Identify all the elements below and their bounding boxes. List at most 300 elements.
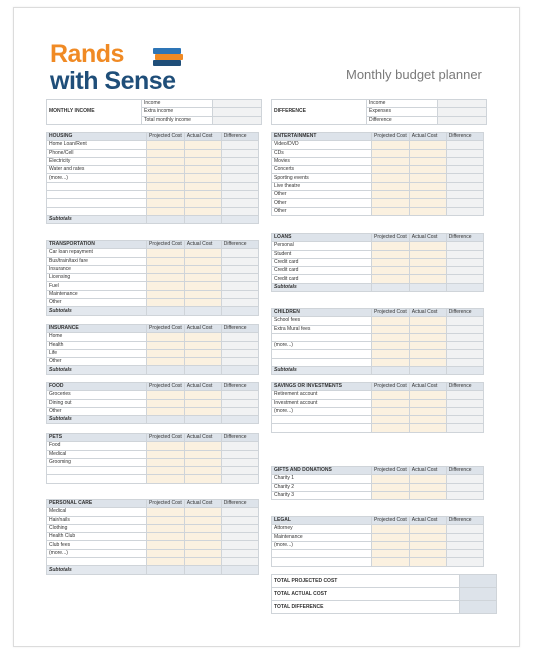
actual-cost-cell[interactable]	[184, 265, 221, 273]
actual-cost-cell[interactable]	[409, 191, 446, 199]
item-label: Other	[47, 358, 147, 366]
item-label: Charity 3	[272, 491, 372, 499]
projected-cost-cell[interactable]	[372, 182, 410, 190]
item-label: Video/DVD	[272, 141, 372, 149]
section-title: TRANSPORTATION	[47, 241, 147, 249]
actual-cost-cell[interactable]	[184, 391, 221, 399]
difference-value-cell[interactable]	[438, 116, 487, 124]
projected-cost-header: Projected Cost	[372, 467, 410, 475]
income-table	[46, 99, 262, 125]
item-label	[47, 182, 147, 190]
budget-section-loans	[271, 233, 484, 292]
projected-cost-cell[interactable]	[372, 550, 410, 558]
item-label: (more...)	[47, 549, 147, 557]
difference-cell	[446, 174, 483, 182]
actual-cost-cell[interactable]	[184, 475, 221, 483]
subtotal-label: Subtotals	[47, 416, 147, 424]
item-label: Medical	[47, 450, 147, 458]
actual-cost-header: Actual Cost	[409, 467, 446, 475]
projected-cost-header: Projected Cost	[147, 241, 185, 249]
difference-cell	[446, 416, 483, 424]
item-label: Movies	[272, 157, 372, 165]
total-actual-value[interactable]	[460, 588, 497, 601]
actual-cost-cell[interactable]	[184, 458, 221, 466]
actual-cost-cell[interactable]	[409, 491, 446, 499]
difference-cell	[221, 391, 258, 399]
projected-cost-cell[interactable]	[372, 275, 410, 283]
income-row-label: Total monthly income	[142, 116, 213, 124]
budget-section-insurance	[46, 324, 259, 375]
difference-cell	[221, 358, 258, 366]
projected-cost-cell[interactable]	[147, 516, 185, 524]
actual-cost-cell[interactable]	[409, 342, 446, 350]
projected-cost-cell[interactable]	[147, 174, 185, 182]
difference-cell	[221, 299, 258, 307]
difference-cell	[221, 524, 258, 532]
income-value-cell[interactable]	[213, 116, 262, 124]
actual-cost-cell[interactable]	[409, 358, 446, 366]
actual-cost-cell[interactable]	[184, 341, 221, 349]
item-label: Medical	[47, 508, 147, 516]
difference-cell	[221, 516, 258, 524]
projected-cost-cell[interactable]	[147, 467, 185, 475]
actual-cost-cell[interactable]	[184, 450, 221, 458]
actual-cost-cell[interactable]	[409, 558, 446, 566]
projected-cost-cell[interactable]	[372, 483, 410, 491]
projected-cost-cell[interactable]	[147, 458, 185, 466]
actual-cost-cell[interactable]	[409, 541, 446, 549]
difference-table	[271, 99, 487, 125]
item-label: (more...)	[47, 174, 147, 182]
actual-cost-cell[interactable]	[184, 191, 221, 199]
section-title: LOANS	[272, 234, 372, 242]
item-label	[272, 333, 372, 341]
subtotal-difference-cell	[221, 307, 258, 315]
subtotal-actual-cell	[409, 283, 446, 291]
actual-cost-header: Actual Cost	[409, 133, 446, 141]
total-projected-value[interactable]	[460, 575, 497, 588]
difference-header: Difference	[446, 133, 483, 141]
projected-cost-cell[interactable]	[147, 341, 185, 349]
section-title: PERSONAL CARE	[47, 500, 147, 508]
projected-cost-cell[interactable]	[147, 533, 185, 541]
total-actual-label: TOTAL ACTUAL COST	[272, 588, 460, 601]
difference-cell	[221, 533, 258, 541]
projected-cost-cell[interactable]	[372, 558, 410, 566]
total-difference-value[interactable]	[460, 601, 497, 614]
projected-cost-cell[interactable]	[147, 333, 185, 341]
logo	[48, 38, 208, 100]
actual-cost-cell[interactable]	[409, 174, 446, 182]
projected-cost-cell[interactable]	[147, 299, 185, 307]
actual-cost-cell[interactable]	[184, 399, 221, 407]
actual-cost-cell[interactable]	[409, 242, 446, 250]
projected-cost-cell[interactable]	[372, 541, 410, 549]
actual-cost-cell[interactable]	[184, 157, 221, 165]
actual-cost-cell[interactable]	[409, 550, 446, 558]
subtotal-actual-cell	[409, 367, 446, 375]
projected-cost-cell[interactable]	[147, 207, 185, 215]
item-label: Concerts	[272, 166, 372, 174]
actual-cost-cell[interactable]	[409, 275, 446, 283]
projected-cost-cell[interactable]	[147, 199, 185, 207]
actual-cost-cell[interactable]	[409, 207, 446, 215]
difference-cell	[446, 407, 483, 415]
projected-cost-header: Projected Cost	[147, 500, 185, 508]
section-title: FOOD	[47, 383, 147, 391]
actual-cost-cell[interactable]	[184, 541, 221, 549]
money-stack-icon	[151, 46, 185, 68]
projected-cost-cell[interactable]	[147, 282, 185, 290]
actual-cost-cell[interactable]	[409, 325, 446, 333]
item-label: Investment account	[272, 399, 372, 407]
difference-cell	[446, 525, 483, 533]
projected-cost-cell[interactable]	[147, 257, 185, 265]
projected-cost-cell[interactable]	[147, 274, 185, 282]
actual-cost-cell[interactable]	[409, 157, 446, 165]
subtotal-projected-cell	[372, 367, 410, 375]
projected-cost-cell[interactable]	[372, 174, 410, 182]
actual-cost-cell[interactable]	[409, 525, 446, 533]
actual-cost-cell[interactable]	[184, 358, 221, 366]
projected-cost-cell[interactable]	[147, 349, 185, 357]
subtotal-difference-cell	[221, 416, 258, 424]
actual-cost-cell[interactable]	[184, 149, 221, 157]
item-label: Other	[272, 191, 372, 199]
subtotal-difference-cell	[221, 215, 258, 223]
difference-cell	[221, 207, 258, 215]
item-label: Electricity	[47, 157, 147, 165]
projected-cost-header: Projected Cost	[372, 309, 410, 317]
projected-cost-cell[interactable]	[372, 250, 410, 258]
actual-cost-cell[interactable]	[184, 407, 221, 415]
actual-cost-cell[interactable]	[409, 317, 446, 325]
projected-cost-cell[interactable]	[147, 399, 185, 407]
page-title: Monthly budget planner	[346, 67, 482, 82]
difference-cell	[221, 282, 258, 290]
difference-cell	[446, 391, 483, 399]
subtotal-difference-cell	[221, 566, 258, 574]
projected-cost-cell[interactable]	[147, 442, 185, 450]
projected-cost-cell[interactable]	[147, 358, 185, 366]
difference-cell	[221, 508, 258, 516]
projected-cost-cell[interactable]	[372, 350, 410, 358]
projected-cost-cell[interactable]	[147, 450, 185, 458]
projected-cost-header: Projected Cost	[147, 383, 185, 391]
projected-cost-cell[interactable]	[147, 265, 185, 273]
actual-cost-header: Actual Cost	[409, 383, 446, 391]
total-difference-label: TOTAL DIFFERENCE	[272, 601, 460, 614]
projected-cost-header: Projected Cost	[147, 133, 185, 141]
income-value-cell[interactable]	[213, 108, 262, 116]
projected-cost-cell[interactable]	[372, 533, 410, 541]
difference-cell	[446, 182, 483, 190]
item-label: (more...)	[272, 342, 372, 350]
item-label	[47, 191, 147, 199]
projected-cost-cell[interactable]	[147, 141, 185, 149]
projected-cost-cell[interactable]	[147, 182, 185, 190]
section-title: SAVINGS OR INVESTMENTS	[272, 383, 372, 391]
item-label: Dining out	[47, 399, 147, 407]
subtotal-projected-cell	[147, 566, 185, 574]
item-label: Food	[47, 442, 147, 450]
actual-cost-cell[interactable]	[184, 549, 221, 557]
difference-cell	[221, 467, 258, 475]
difference-cell	[446, 250, 483, 258]
difference-cell	[446, 242, 483, 250]
income-label: MONTHLY INCOME	[47, 100, 142, 125]
income-row-label: Income	[142, 100, 213, 108]
projected-cost-cell[interactable]	[147, 149, 185, 157]
projected-cost-cell[interactable]	[372, 391, 410, 399]
item-label	[47, 207, 147, 215]
difference-cell	[221, 257, 258, 265]
actual-cost-cell[interactable]	[409, 250, 446, 258]
projected-cost-cell[interactable]	[147, 290, 185, 298]
projected-cost-cell[interactable]	[372, 258, 410, 266]
subtotal-actual-cell	[184, 416, 221, 424]
actual-cost-cell[interactable]	[184, 207, 221, 215]
difference-cell	[221, 174, 258, 182]
projected-cost-header: Projected Cost	[372, 517, 410, 525]
item-label: (more...)	[272, 407, 372, 415]
actual-cost-cell[interactable]	[184, 182, 221, 190]
item-label: Bus/train/taxi fare	[47, 257, 147, 265]
actual-cost-cell[interactable]	[409, 199, 446, 207]
difference-cell	[446, 550, 483, 558]
item-label: Health Club	[47, 533, 147, 541]
item-label: Charity 2	[272, 483, 372, 491]
projected-cost-cell[interactable]	[372, 157, 410, 165]
actual-cost-cell[interactable]	[184, 508, 221, 516]
projected-cost-header: Projected Cost	[372, 383, 410, 391]
actual-cost-cell[interactable]	[184, 274, 221, 282]
difference-row-label: Difference	[367, 116, 438, 124]
projected-cost-cell[interactable]	[372, 199, 410, 207]
difference-cell	[221, 442, 258, 450]
actual-cost-cell[interactable]	[184, 290, 221, 298]
actual-cost-cell[interactable]	[184, 174, 221, 182]
item-label: Water and rates	[47, 166, 147, 174]
actual-cost-cell[interactable]	[184, 166, 221, 174]
difference-cell	[221, 182, 258, 190]
actual-cost-header: Actual Cost	[409, 309, 446, 317]
projected-cost-cell[interactable]	[372, 342, 410, 350]
projected-cost-cell[interactable]	[372, 325, 410, 333]
budget-section-pets	[46, 433, 259, 484]
difference-cell	[446, 483, 483, 491]
actual-cost-cell[interactable]	[409, 166, 446, 174]
section-title: ENTERTAINMENT	[272, 133, 372, 141]
item-label	[47, 199, 147, 207]
item-label: Charity 1	[272, 475, 372, 483]
difference-header: Difference	[446, 517, 483, 525]
budget-section-food	[46, 382, 259, 424]
income-value-cell[interactable]	[213, 100, 262, 108]
projected-cost-cell[interactable]	[372, 491, 410, 499]
actual-cost-cell[interactable]	[184, 333, 221, 341]
subtotal-difference-cell	[446, 283, 483, 291]
difference-cell	[221, 199, 258, 207]
projected-cost-cell[interactable]	[372, 475, 410, 483]
actual-cost-cell[interactable]	[409, 483, 446, 491]
difference-cell	[446, 258, 483, 266]
difference-cell	[221, 450, 258, 458]
subtotal-projected-cell	[147, 215, 185, 223]
projected-cost-cell[interactable]	[372, 407, 410, 415]
actual-cost-header: Actual Cost	[409, 517, 446, 525]
projected-cost-cell[interactable]	[147, 407, 185, 415]
actual-cost-cell[interactable]	[184, 199, 221, 207]
difference-cell	[446, 166, 483, 174]
actual-cost-cell[interactable]	[409, 267, 446, 275]
item-label: CDs	[272, 149, 372, 157]
difference-cell	[221, 558, 258, 566]
item-label: Retirement account	[272, 391, 372, 399]
item-label	[272, 358, 372, 366]
item-label: Fuel	[47, 282, 147, 290]
projected-cost-header: Projected Cost	[147, 325, 185, 333]
section-title: GIFTS AND DONATIONS	[272, 467, 372, 475]
difference-row-label: Expenses	[367, 108, 438, 116]
projected-cost-cell[interactable]	[372, 267, 410, 275]
actual-cost-cell[interactable]	[184, 249, 221, 257]
difference-cell	[446, 333, 483, 341]
difference-cell	[446, 491, 483, 499]
projected-cost-cell[interactable]	[147, 391, 185, 399]
difference-header: Difference	[446, 467, 483, 475]
projected-cost-cell[interactable]	[372, 424, 410, 432]
difference-cell	[221, 333, 258, 341]
projected-cost-cell[interactable]	[372, 399, 410, 407]
difference-cell	[446, 207, 483, 215]
actual-cost-cell[interactable]	[184, 349, 221, 357]
item-label: Grooming	[47, 458, 147, 466]
actual-cost-cell[interactable]	[184, 141, 221, 149]
item-label: (more...)	[272, 541, 372, 549]
item-label: Attorney	[272, 525, 372, 533]
item-label	[272, 558, 372, 566]
actual-cost-cell[interactable]	[184, 442, 221, 450]
item-label: Other	[47, 407, 147, 415]
actual-cost-cell[interactable]	[184, 467, 221, 475]
projected-cost-cell[interactable]	[147, 524, 185, 532]
difference-cell	[446, 325, 483, 333]
subtotal-projected-cell	[147, 307, 185, 315]
subtotal-actual-cell	[184, 307, 221, 315]
difference-value-cell[interactable]	[438, 100, 487, 108]
actual-cost-cell[interactable]	[409, 258, 446, 266]
projected-cost-cell[interactable]	[372, 416, 410, 424]
difference-cell	[221, 458, 258, 466]
actual-cost-cell[interactable]	[409, 416, 446, 424]
projected-cost-cell[interactable]	[147, 508, 185, 516]
difference-value-cell[interactable]	[438, 108, 487, 116]
actual-cost-cell[interactable]	[409, 391, 446, 399]
difference-cell	[446, 141, 483, 149]
actual-cost-cell[interactable]	[184, 524, 221, 532]
actual-cost-cell[interactable]	[409, 182, 446, 190]
projected-cost-cell[interactable]	[372, 358, 410, 366]
section-title: LEGAL	[272, 517, 372, 525]
subtotal-label: Subtotals	[47, 307, 147, 315]
projected-cost-cell[interactable]	[147, 166, 185, 174]
projected-cost-header: Projected Cost	[372, 133, 410, 141]
projected-cost-cell[interactable]	[372, 207, 410, 215]
projected-cost-cell[interactable]	[147, 549, 185, 557]
section-title: HOUSING	[47, 133, 147, 141]
projected-cost-cell[interactable]	[372, 149, 410, 157]
projected-cost-cell[interactable]	[372, 242, 410, 250]
difference-cell	[221, 141, 258, 149]
actual-cost-cell[interactable]	[184, 282, 221, 290]
difference-cell	[446, 149, 483, 157]
item-label: Licensing	[47, 274, 147, 282]
item-label: Extra Mural fees	[272, 325, 372, 333]
item-label: School fees	[272, 317, 372, 325]
actual-cost-cell[interactable]	[184, 299, 221, 307]
actual-cost-cell[interactable]	[409, 533, 446, 541]
actual-cost-cell[interactable]	[409, 424, 446, 432]
projected-cost-cell[interactable]	[147, 475, 185, 483]
actual-cost-header: Actual Cost	[184, 133, 221, 141]
projected-cost-cell[interactable]	[147, 541, 185, 549]
item-label: Other	[272, 199, 372, 207]
difference-cell	[446, 157, 483, 165]
actual-cost-cell[interactable]	[409, 399, 446, 407]
projected-cost-cell[interactable]	[372, 317, 410, 325]
projected-cost-cell[interactable]	[372, 191, 410, 199]
projected-cost-cell[interactable]	[147, 558, 185, 566]
difference-cell	[221, 166, 258, 174]
projected-cost-cell[interactable]	[372, 166, 410, 174]
projected-cost-cell[interactable]	[372, 141, 410, 149]
projected-cost-cell[interactable]	[372, 333, 410, 341]
projected-cost-cell[interactable]	[147, 157, 185, 165]
actual-cost-cell[interactable]	[184, 558, 221, 566]
actual-cost-cell[interactable]	[409, 333, 446, 341]
difference-cell	[446, 199, 483, 207]
item-label: Groceries	[47, 391, 147, 399]
actual-cost-cell[interactable]	[184, 533, 221, 541]
actual-cost-cell[interactable]	[184, 257, 221, 265]
projected-cost-cell[interactable]	[372, 525, 410, 533]
difference-cell	[446, 533, 483, 541]
actual-cost-cell[interactable]	[184, 516, 221, 524]
subtotal-label: Subtotals	[47, 366, 147, 374]
projected-cost-cell[interactable]	[147, 249, 185, 257]
subtotal-actual-cell	[184, 215, 221, 223]
actual-cost-cell[interactable]	[409, 350, 446, 358]
difference-cell	[446, 541, 483, 549]
subtotal-label: Subtotals	[272, 367, 372, 375]
budget-section-transportation	[46, 240, 259, 316]
projected-cost-cell[interactable]	[147, 191, 185, 199]
actual-cost-cell[interactable]	[409, 141, 446, 149]
actual-cost-cell[interactable]	[409, 407, 446, 415]
difference-cell	[221, 191, 258, 199]
budget-section-children	[271, 308, 484, 375]
difference-label: DIFFERENCE	[272, 100, 367, 125]
item-label: Maintenance	[272, 533, 372, 541]
actual-cost-cell[interactable]	[409, 149, 446, 157]
difference-cell	[446, 399, 483, 407]
difference-header: Difference	[446, 309, 483, 317]
item-label: Life	[47, 349, 147, 357]
projected-cost-header: Projected Cost	[372, 234, 410, 242]
actual-cost-cell[interactable]	[409, 475, 446, 483]
section-title: PETS	[47, 434, 147, 442]
